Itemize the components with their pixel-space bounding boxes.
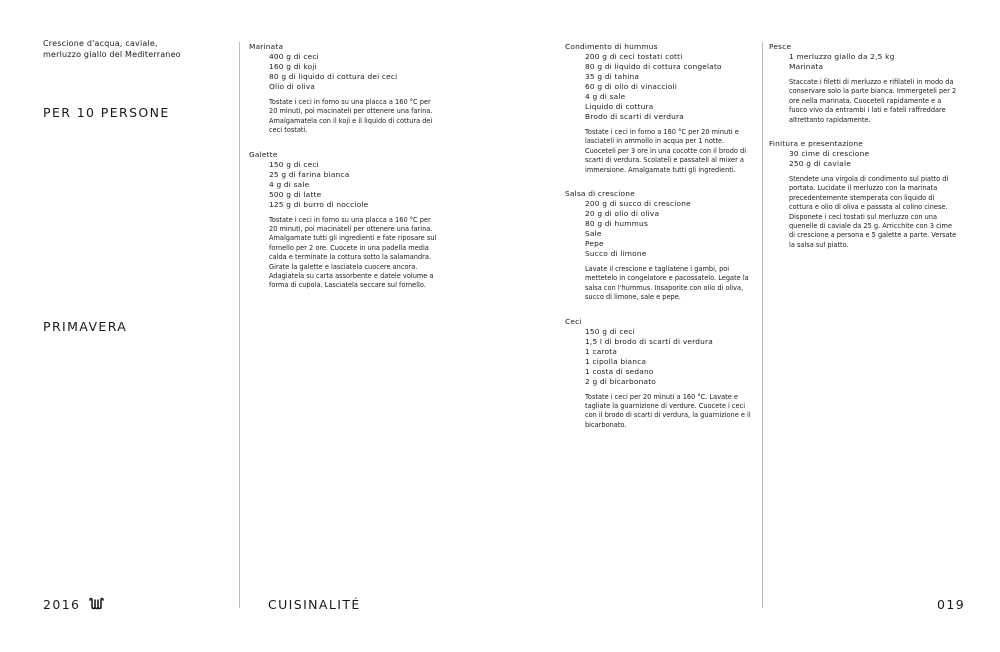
section-title: Marinata	[249, 42, 284, 51]
ingredient: Succo di limone	[585, 249, 647, 259]
ingredient: 500 g di latte	[269, 189, 322, 199]
cuisinalite-monogram-icon	[88, 597, 104, 611]
ingredient: 60 g di olio di vinaccioli	[585, 82, 678, 91]
ingredient: 2 g di bicarbonato	[585, 376, 657, 386]
section-title: Pesce	[769, 42, 792, 51]
recipe-column-3	[769, 42, 959, 259]
ingredient: 4 g di sale	[585, 92, 626, 101]
footer-book-title: CUISINALITÉ	[268, 597, 361, 612]
ingredient-list	[789, 149, 959, 169]
ingredient: 200 g di ceci tostati cotti	[585, 52, 683, 61]
dish-title	[43, 39, 223, 60]
ingredient: 35 g di tahina	[585, 72, 640, 81]
dish-title-line-1: Crescione d'acqua, caviale,	[43, 39, 158, 48]
ingredient: Sale	[585, 229, 602, 239]
section-marinata	[249, 42, 439, 136]
ingredient: Olio di oliva	[269, 82, 316, 91]
ingredient: 1 costa di sedano	[585, 366, 654, 376]
method-text: Tostate i ceci per 20 minuti a 160 °C. Lavate e tagliate la guarnizione di verdure. Cuocete i ceci con il brodo di scarti di verdura, la guarnizione e il bicarbonato.	[585, 392, 751, 429]
method-text: Tostate i ceci in forno su una placca a 160 °C per 20 minuti, poi macinateli per ottenere una farina. Amalgamatela con il koji e il liquido di cottura dei ceci tostati.	[269, 98, 433, 135]
ingredient: 30 cime di crescione	[789, 149, 870, 159]
section-title: Ceci	[565, 316, 582, 326]
ingredient: 250 g di caviale	[789, 159, 851, 169]
section-ceci	[565, 317, 755, 431]
ingredient: 4 g di sale	[269, 179, 310, 189]
ingredient: 1 cipolla bianca	[585, 356, 647, 366]
ingredient: Liquido di cottura	[585, 102, 654, 111]
section-finitura	[769, 139, 959, 250]
ingredient: 80 g di liquido di cottura dei ceci	[269, 72, 398, 81]
column-divider-right	[762, 42, 763, 608]
ingredient-list	[269, 160, 439, 210]
section-salsa-crescione	[565, 189, 755, 303]
dish-title-line-2: merluzzo giallo del Mediterraneo	[43, 49, 181, 59]
section-title: Condimento di hummus	[565, 42, 658, 51]
method-text: Tostate i ceci in forno su una placca a 160 °C per 20 minuti, poi macinateli per ottenere una farina. Amalgamate tutti gli ingredienti e fate riposare sul fornello per 2 ore. Cuocete in una padella media calda e terminate la cottura sotto la salamandra. Girate la galette e lasciatela cuocere ancora. Adagiatela su carta assorbente e datele volume a forma di cupola. Lasciatela seccare sul fornello.	[269, 215, 437, 290]
ingredient: 200 g di succo di crescione	[585, 199, 691, 209]
section-pesce	[769, 42, 959, 125]
method-text: Tostate i ceci in forno a 160 °C per 20 minuti e lasciateli in ammollo in acqua per 1 notte. Cuoceteli per 3 ore in una cocotte con il brodo di scarti di verdura. Scolateli e passateli al mixer a immersione. Amalgamate tutti gli ingredienti.	[585, 128, 747, 174]
ingredient-list	[585, 52, 755, 122]
ingredient: 150 g di ceci	[585, 326, 635, 336]
ingredient: 1,5 l di brodo di scarti di verdura	[585, 336, 713, 346]
ingredient-list	[585, 199, 755, 259]
ingredient: Pepe	[585, 239, 604, 249]
ingredient-list	[585, 327, 755, 387]
ingredient: 125 g di burro di nocciole	[269, 199, 369, 209]
ingredient: 80 g di liquido di cottura congelato	[585, 62, 722, 71]
ingredient: 150 g di ceci	[269, 159, 319, 169]
ingredient: 80 g di hummus	[585, 219, 648, 229]
ingredient: 1 merluzzo giallo da 2,5 kg	[789, 52, 895, 61]
season-label: PRIMAVERA	[43, 319, 128, 334]
ingredient: 400 g di ceci	[269, 52, 319, 61]
ingredient: 20 g di olio di oliva	[585, 209, 660, 219]
method-text: Lavate il crescione e tagliatene i gambi, poi mettetelo in congelatore e pacossatelo. Legate la salsa con l'hummus. Insaporite con olio di oliva, succo di limone, sale e pepe.	[585, 265, 749, 302]
method-text: Stendete una virgola di condimento sul piatto di portata. Lucidate il merluzzo con la marinata precedentemente stemperata con liquido di cottura e olio di oliva e passata al colino cinese. Disponete i ceci tostati sul merluzzo con una quenelle di caviale da 25 g. Arricchite con 3 cime di crescione a persona e 5 galette a parte. Versate la salsa sul piatto.	[789, 175, 957, 249]
servings-label: PER 10 PERSONE	[43, 105, 170, 120]
recipe-column-2	[565, 42, 755, 439]
ingredient: Marinata	[789, 62, 824, 71]
section-title: Finitura e presentazione	[769, 139, 864, 149]
section-title: Salsa di crescione	[565, 189, 635, 199]
section-condimento-hummus	[565, 42, 755, 175]
footer-page-number: 019	[937, 597, 966, 612]
section-title: Galette	[249, 149, 278, 159]
ingredient: 160 g di koji	[269, 62, 317, 71]
footer-year: 2016	[43, 597, 81, 612]
ingredient: 1 carota	[585, 346, 618, 356]
recipe-column-1	[249, 42, 439, 300]
ingredient: Brodo di scarti di verdura	[585, 112, 684, 121]
ingredient: 25 g di farina bianca	[269, 169, 350, 179]
ingredient-list	[269, 52, 439, 92]
method-text: Staccate i filetti di merluzzo e rifilateli in modo da conservare solo la parte bianca. Immergeteli per 2 ore nella marinata. Cuoceteli rapidamente e a fuoco vivo da entrambi i lati e fateli raffreddare altrettanto rapidamente.	[789, 78, 957, 124]
ingredient-list	[789, 52, 959, 72]
column-divider-left	[239, 42, 240, 608]
section-galette	[249, 150, 439, 291]
